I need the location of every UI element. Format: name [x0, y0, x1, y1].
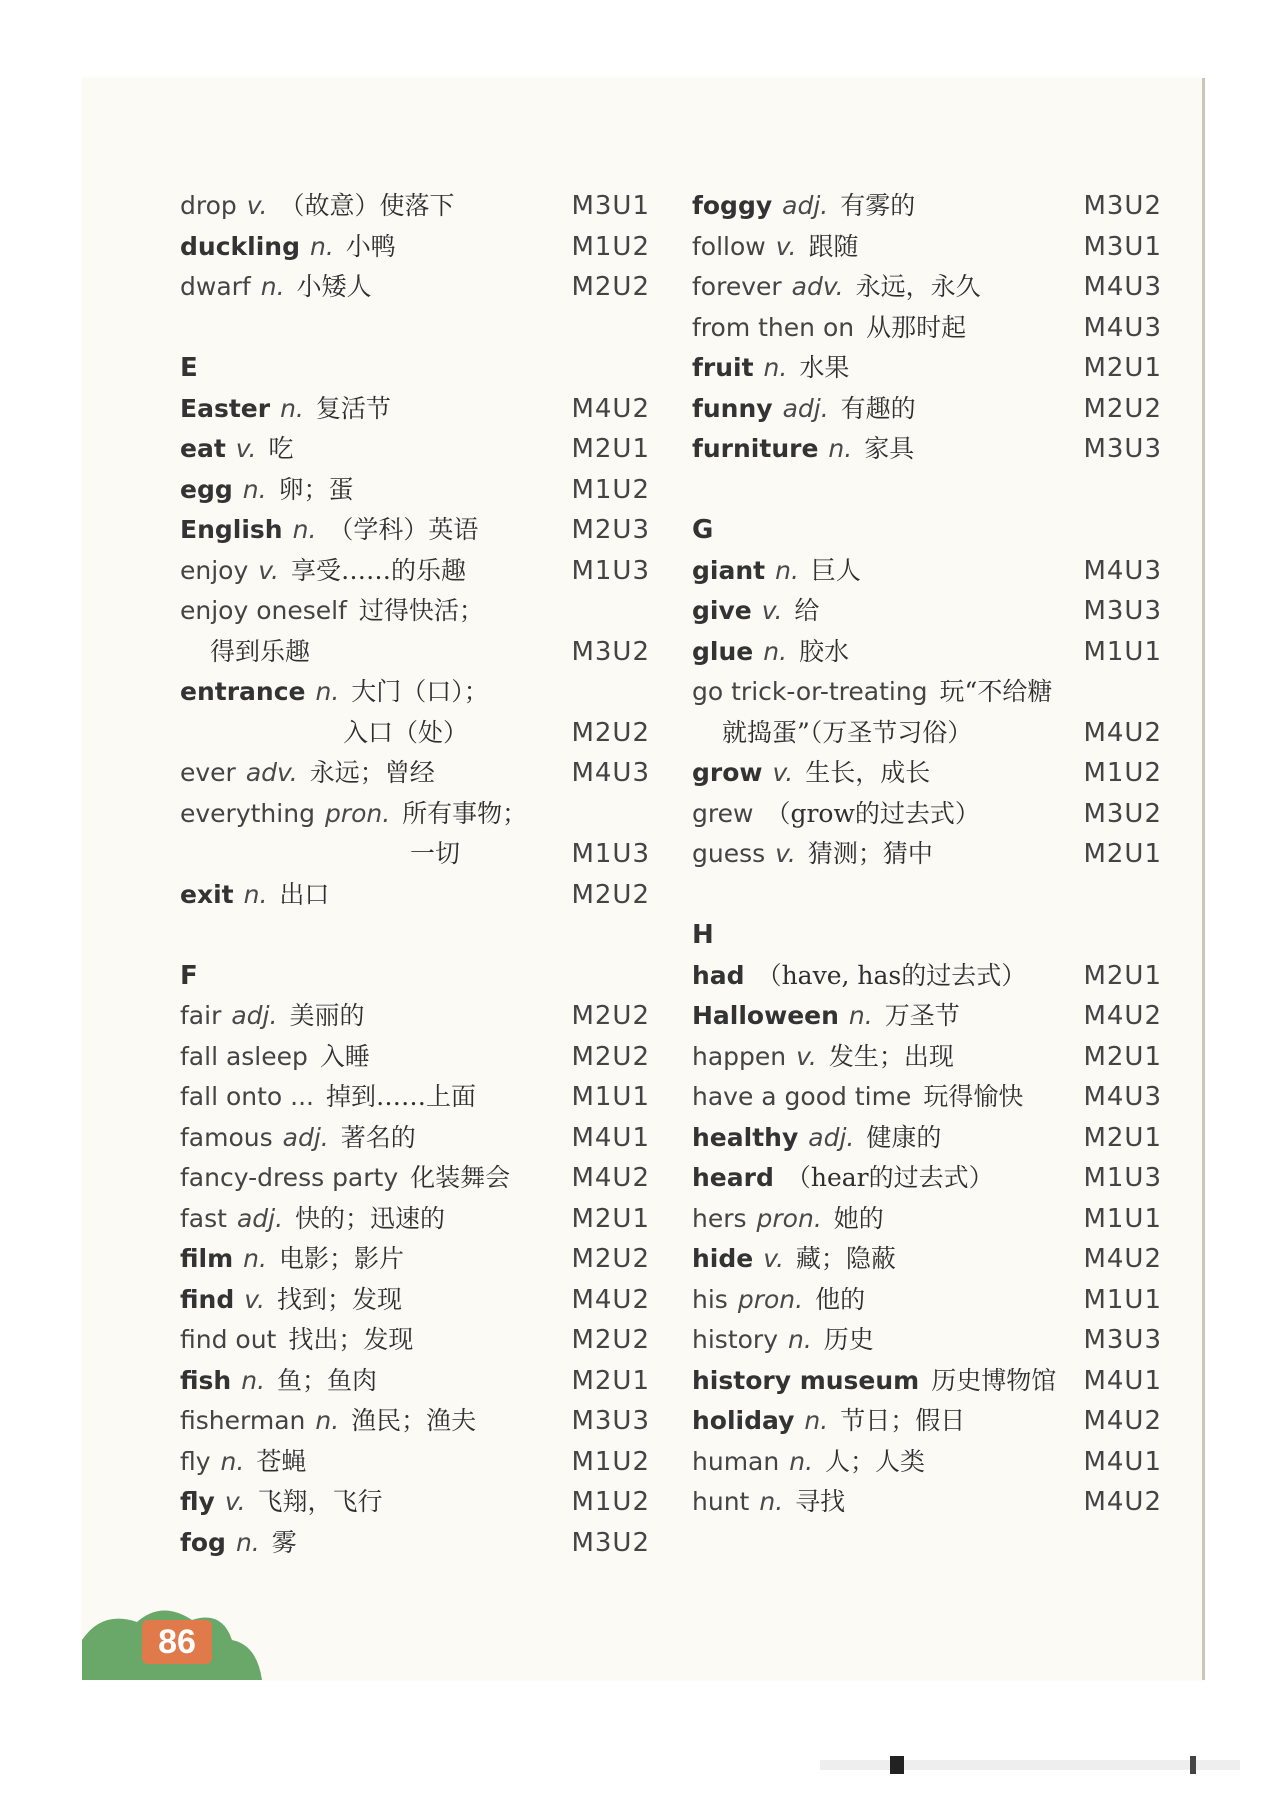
entry-part-of-speech: pron.: [324, 798, 391, 828]
vocab-entry: [180, 1077, 650, 1118]
entry-word: enjoy: [180, 555, 249, 585]
entry-word: everything: [180, 798, 315, 828]
entry-meaning: 人；人类: [825, 1446, 926, 1476]
entry-meaning: （have, has的过去式）: [756, 960, 1027, 990]
vocab-entry: [692, 551, 1162, 592]
vocab-entry: [692, 1401, 1162, 1442]
entry-meaning: （grow的过去式）: [765, 798, 980, 828]
entry-meaning: 历史博物馆: [931, 1365, 1057, 1395]
entry-part-of-speech: n.: [309, 231, 334, 261]
entry-part-of-speech: n.: [788, 1325, 812, 1354]
entry-word: dwarf: [180, 272, 251, 301]
section-gap: [180, 308, 650, 349]
entry-unit-code: M1U1: [1083, 1203, 1162, 1234]
entry-part-of-speech: v.: [224, 1487, 246, 1516]
vocab-entry-continuation: [180, 834, 650, 875]
vocab-entry: [692, 591, 1162, 632]
vocab-entry: [180, 1523, 650, 1564]
vocab-entry: [692, 429, 1162, 470]
entry-meaning: 苍蝇: [256, 1446, 307, 1476]
entry-unit-code: M4U3: [1083, 1082, 1162, 1112]
vocab-entry: [180, 591, 650, 632]
entry-unit-code: M3U1: [1083, 231, 1162, 262]
entry-word: go trick-or-treating: [692, 677, 928, 706]
entry-unit-code: M3U2: [571, 636, 650, 667]
section-letter: H: [692, 920, 714, 950]
entry-meaning: 卵；蛋: [278, 474, 354, 504]
entry-word: fair: [180, 1001, 222, 1030]
entry-meaning: 历史: [823, 1325, 874, 1354]
vocab-entry: [180, 510, 650, 551]
entry-word: famous: [180, 1122, 273, 1152]
entry-meaning: 找出；发现: [288, 1325, 414, 1354]
entry-word: fly: [180, 1446, 211, 1476]
entry-part-of-speech: n.: [220, 1446, 245, 1476]
entry-part-of-speech: n.: [828, 434, 853, 463]
entry-unit-code: M1U3: [1083, 1163, 1162, 1193]
entry-meaning: 玩得愉快: [923, 1082, 1024, 1111]
entry-part-of-speech: n.: [243, 1244, 267, 1273]
entry-part-of-speech: n.: [260, 272, 285, 301]
entry-unit-code: M4U1: [1083, 1446, 1162, 1477]
entry-unit-code: M2U3: [571, 515, 650, 545]
entry-meaning: 他的: [815, 1284, 866, 1314]
entry-part-of-speech: n.: [280, 393, 304, 423]
entry-unit-code: M2U2: [571, 717, 650, 748]
vocab-entry: [180, 1280, 650, 1321]
entry-unit-code: M4U2: [1083, 1001, 1162, 1031]
vocab-entry: [180, 1320, 650, 1361]
entry-unit-code: M1U1: [571, 1082, 650, 1112]
entry-word: furniture: [692, 434, 819, 463]
entry-unit-code: M4U2: [571, 1284, 650, 1315]
vocab-entry: [180, 1442, 650, 1483]
vocab-entry: [180, 470, 650, 511]
entry-meaning: 掉到……上面: [325, 1082, 476, 1111]
entry-part-of-speech: n.: [804, 1406, 829, 1435]
entry-part-of-speech: adv.: [791, 272, 844, 301]
vocab-entry: [180, 672, 650, 713]
entry-word: human: [692, 1446, 780, 1476]
entry-part-of-speech: n.: [775, 555, 799, 585]
entry-unit-code: M2U1: [1083, 960, 1162, 991]
vocab-entry: [180, 267, 650, 308]
entry-part-of-speech: n.: [241, 1365, 266, 1395]
entry-meaning: 小矮人: [296, 272, 372, 301]
entry-meaning: 得到乐趣: [210, 636, 311, 666]
entry-unit-code: M4U1: [571, 1122, 650, 1153]
entry-meaning: 寻找: [795, 1487, 846, 1516]
entry-meaning: 快的；迅速的: [295, 1203, 446, 1233]
vocab-entry: [692, 1239, 1162, 1280]
entry-word: fog: [180, 1527, 226, 1557]
entry-meaning: 出口: [279, 879, 330, 909]
vocab-entry: [692, 308, 1162, 349]
entry-part-of-speech: v.: [246, 191, 268, 220]
entry-unit-code: M4U2: [571, 393, 650, 424]
vocab-entry: [692, 389, 1162, 430]
entry-part-of-speech: n.: [242, 474, 267, 504]
entry-word: healthy: [692, 1122, 799, 1152]
entry-word: fisherman: [180, 1406, 306, 1435]
vocab-entry: [180, 551, 650, 592]
entry-meaning: 巨人: [810, 555, 861, 585]
right-column: [692, 186, 1162, 1523]
entry-word: have a good time: [692, 1082, 912, 1111]
entry-word: enjoy oneself: [180, 596, 347, 625]
section-gap: [692, 470, 1162, 511]
vocab-entry: [692, 956, 1162, 997]
entry-meaning: 永远，永久: [855, 272, 981, 301]
entry-word: hunt: [692, 1487, 750, 1516]
entry-word: Easter: [180, 393, 271, 423]
entry-word: his: [692, 1284, 728, 1314]
entry-word: eat: [180, 434, 226, 463]
entry-meaning: 吃: [268, 434, 294, 463]
entry-unit-code: M3U3: [571, 1406, 650, 1436]
entry-unit-code: M3U3: [1083, 434, 1162, 464]
entry-part-of-speech: adj.: [282, 1122, 329, 1152]
entry-part-of-speech: adj.: [782, 191, 829, 220]
vocab-entry-continuation: [180, 632, 650, 673]
entry-part-of-speech: n.: [763, 353, 788, 382]
entry-unit-code: M2U2: [571, 1244, 650, 1274]
entry-part-of-speech: n.: [315, 677, 340, 706]
entry-unit-code: M2U1: [571, 1203, 650, 1234]
entry-word: find: [180, 1284, 235, 1314]
entry-part-of-speech: v.: [775, 231, 797, 261]
entry-word: glue: [692, 636, 754, 666]
entry-unit-code: M3U1: [571, 191, 650, 221]
entry-meaning: 有趣的: [840, 393, 916, 423]
entry-meaning: 玩“不给糖: [939, 677, 1053, 706]
entry-unit-code: M3U3: [1083, 1325, 1162, 1355]
entry-part-of-speech: adj.: [231, 1001, 278, 1030]
entry-part-of-speech: n.: [292, 515, 317, 544]
vocab-entry: [692, 1118, 1162, 1159]
entry-word: film: [180, 1244, 234, 1273]
entry-word: heard: [692, 1163, 774, 1192]
entry-unit-code: M2U2: [571, 1001, 650, 1031]
entry-meaning: 化装舞会: [410, 1163, 511, 1192]
vocab-entry: [180, 227, 650, 268]
entry-unit-code: M2U2: [571, 1325, 650, 1355]
vocab-entry: [692, 348, 1162, 389]
entry-word: exit: [180, 879, 234, 909]
entry-word: fall asleep: [180, 1041, 308, 1071]
entry-unit-code: M1U1: [1083, 636, 1162, 667]
entry-meaning: 复活节: [315, 393, 391, 423]
vocab-entry: [180, 1239, 650, 1280]
entry-part-of-speech: v.: [772, 758, 794, 787]
section-letter: E: [180, 353, 198, 383]
vocab-entry: [180, 875, 650, 916]
entry-unit-code: M3U2: [1083, 798, 1162, 829]
entry-part-of-speech: v.: [763, 1244, 784, 1273]
entry-part-of-speech: n.: [243, 879, 268, 909]
entry-word: grew: [692, 798, 754, 828]
entry-meaning: 从那时起: [866, 312, 967, 342]
entry-meaning: （故意）使落下: [279, 191, 455, 220]
entry-meaning: 大门（口）；: [351, 677, 489, 706]
entry-meaning: 飞翔，飞行: [257, 1487, 383, 1516]
vocab-entry: [692, 1199, 1162, 1240]
entry-unit-code: M1U2: [571, 1487, 650, 1517]
entry-unit-code: M3U2: [571, 1527, 650, 1558]
entry-word: funny: [692, 393, 773, 423]
entry-word: history: [692, 1325, 778, 1354]
entry-part-of-speech: pron.: [737, 1284, 804, 1314]
entry-unit-code: M4U2: [1083, 717, 1162, 748]
entry-unit-code: M4U2: [1083, 1244, 1162, 1274]
entry-part-of-speech: n.: [789, 1446, 814, 1476]
entry-meaning: （学科）英语: [328, 515, 479, 544]
left-column: [180, 186, 650, 1563]
page-number: 86: [142, 1620, 212, 1664]
entry-meaning: 就捣蛋”（万圣节习俗）: [722, 717, 973, 747]
entry-meaning: 渔民；渔夫: [351, 1406, 477, 1435]
entry-part-of-speech: n.: [235, 1527, 260, 1557]
vocab-entry: [180, 1158, 650, 1199]
vocab-entry: [692, 1320, 1162, 1361]
entry-meaning: 万圣节: [884, 1001, 960, 1030]
vocab-entry: [692, 1442, 1162, 1483]
entry-word: happen: [692, 1041, 787, 1071]
entry-word: fancy-dress party: [180, 1163, 399, 1192]
vocab-entry: [180, 794, 650, 835]
entry-meaning: 过得快活；: [358, 596, 484, 625]
section-letter: G: [692, 515, 714, 545]
vocab-entry: [692, 1158, 1162, 1199]
vocab-entry: [180, 1037, 650, 1078]
entry-unit-code: M2U2: [571, 272, 650, 302]
entry-word: hide: [692, 1244, 754, 1273]
entry-unit-code: M3U3: [1083, 596, 1162, 626]
entry-unit-code: M2U2: [1083, 393, 1162, 424]
entry-meaning: 跟随: [808, 231, 859, 261]
vocab-entry: [692, 834, 1162, 875]
entry-meaning: 家具: [864, 434, 915, 463]
entry-meaning: 享受……的乐趣: [290, 555, 466, 585]
entry-meaning: 节日；假日: [840, 1406, 966, 1435]
entry-meaning: 有雾的: [840, 191, 916, 220]
vocab-entry: [180, 1118, 650, 1159]
entry-meaning: 一切: [410, 839, 461, 868]
vocab-entry: [180, 1361, 650, 1402]
vocab-entry: [180, 1482, 650, 1523]
entry-unit-code: M2U1: [1083, 1122, 1162, 1153]
entry-word: from then on: [692, 312, 855, 342]
entry-word: giant: [692, 555, 766, 585]
entry-unit-code: M1U2: [571, 1446, 650, 1477]
vocab-entry: [692, 794, 1162, 835]
entry-word: egg: [180, 474, 233, 504]
entry-meaning: 电影；影片: [278, 1244, 404, 1273]
entry-part-of-speech: v.: [235, 434, 257, 463]
entry-part-of-speech: n.: [848, 1001, 873, 1030]
vocab-entry: [692, 227, 1162, 268]
entry-meaning: 给: [794, 596, 820, 625]
entry-unit-code: M4U3: [1083, 312, 1162, 343]
entry-word: follow: [692, 231, 766, 261]
entry-meaning: 永远；曾经: [309, 758, 435, 787]
entry-word: find out: [180, 1325, 277, 1354]
vocab-entry: [692, 672, 1162, 713]
entry-word: drop: [180, 191, 237, 220]
entry-word: Halloween: [692, 1001, 839, 1030]
entry-word: fall onto ...: [180, 1082, 314, 1111]
vocab-entry: [180, 1401, 650, 1442]
entry-word: give: [692, 596, 752, 625]
entry-unit-code: M1U2: [1083, 758, 1162, 788]
page-number-area: [82, 1580, 292, 1680]
vocab-entry: [692, 1361, 1162, 1402]
entry-meaning: 胶水: [799, 636, 850, 666]
entry-unit-code: M2U2: [571, 1041, 650, 1072]
vocab-entry: [180, 186, 650, 227]
entry-unit-code: M2U1: [1083, 839, 1162, 869]
vocab-entry: [692, 267, 1162, 308]
entry-unit-code: M2U1: [1083, 353, 1162, 383]
entry-meaning: （hear的过去式）: [785, 1163, 994, 1192]
entry-meaning: 美丽的: [289, 1001, 365, 1030]
entry-part-of-speech: v.: [258, 555, 279, 585]
entry-unit-code: M2U1: [571, 1365, 650, 1396]
entry-word: grow: [692, 758, 763, 787]
entry-unit-code: M1U2: [571, 474, 650, 505]
entry-meaning: 找到；发现: [276, 1284, 402, 1314]
entry-part-of-speech: n.: [315, 1406, 340, 1435]
entry-word: guess: [692, 839, 766, 868]
entry-unit-code: M2U2: [571, 879, 650, 910]
entry-unit-code: M4U2: [1083, 1487, 1162, 1517]
entry-unit-code: M4U3: [1083, 555, 1162, 586]
entry-part-of-speech: adj.: [236, 1203, 284, 1233]
entry-meaning: 水果: [799, 353, 850, 382]
vocab-entry: [692, 1482, 1162, 1523]
entry-unit-code: M4U3: [1083, 272, 1162, 302]
entry-unit-code: M3U2: [1083, 191, 1162, 221]
vocab-entry: [692, 1077, 1162, 1118]
entry-meaning: 她的: [833, 1203, 884, 1233]
vocab-entry: [180, 429, 650, 470]
entry-unit-code: M1U3: [571, 555, 650, 586]
vocab-entry: [180, 1199, 650, 1240]
entry-word: foggy: [692, 191, 773, 220]
entry-unit-code: M4U2: [1083, 1406, 1162, 1436]
entry-part-of-speech: adj.: [808, 1122, 855, 1152]
section-gap: [692, 875, 1162, 916]
entry-word: had: [692, 960, 745, 990]
entry-word: duckling: [180, 231, 300, 261]
entry-unit-code: M1U3: [571, 839, 650, 869]
vocab-entry: [692, 1280, 1162, 1321]
vocab-entry-continuation: [180, 713, 650, 754]
vocab-entry: [692, 996, 1162, 1037]
entry-unit-code: M4U1: [1083, 1365, 1162, 1396]
entry-word: hers: [692, 1203, 747, 1233]
vocab-entry-continuation: [692, 713, 1162, 754]
entry-meaning: 发生；出现: [828, 1041, 954, 1071]
entry-part-of-speech: pron.: [756, 1203, 822, 1233]
vocab-entry: [180, 996, 650, 1037]
entry-meaning: 猜测；猜中: [807, 839, 933, 868]
entry-meaning: 藏；隐蔽: [795, 1244, 896, 1273]
vocab-entry: [180, 753, 650, 794]
entry-word: forever: [692, 272, 782, 301]
section-gap: [180, 915, 650, 956]
entry-unit-code: M2U1: [571, 434, 650, 464]
entry-word: English: [180, 515, 283, 544]
vocab-entry: [692, 753, 1162, 794]
entry-meaning: 小鸭: [345, 231, 396, 261]
entry-meaning: 雾: [271, 1527, 297, 1557]
entry-meaning: 健康的: [866, 1122, 942, 1152]
entry-part-of-speech: adv.: [245, 758, 298, 787]
entry-word: fast: [180, 1203, 227, 1233]
entry-part-of-speech: v.: [761, 596, 783, 625]
entry-unit-code: M2U1: [1083, 1041, 1162, 1072]
entry-meaning: 入睡: [319, 1041, 370, 1071]
entry-word: holiday: [692, 1406, 795, 1435]
entry-meaning: 所有事物；: [402, 798, 528, 828]
entry-meaning: 生长，成长: [805, 758, 931, 787]
entry-word: fish: [180, 1365, 232, 1395]
entry-part-of-speech: n.: [763, 636, 788, 666]
entry-word: entrance: [180, 677, 306, 706]
vocab-entry: [692, 1037, 1162, 1078]
vocab-entry: [180, 389, 650, 430]
entry-meaning: 鱼；鱼肉: [277, 1365, 378, 1395]
entry-part-of-speech: adj.: [782, 393, 829, 423]
entry-part-of-speech: v.: [796, 1041, 817, 1071]
entry-word: history museum: [692, 1365, 920, 1395]
entry-word: fly: [180, 1487, 215, 1516]
entry-unit-code: M1U2: [571, 231, 650, 262]
entry-unit-code: M1U1: [1083, 1284, 1162, 1315]
entry-part-of-speech: n.: [759, 1487, 784, 1516]
entry-part-of-speech: v.: [244, 1284, 265, 1314]
scrollbar-track[interactable]: [820, 1752, 1240, 1778]
entry-unit-code: M4U2: [571, 1163, 650, 1193]
entry-word: ever: [180, 758, 236, 787]
entry-meaning: 入口（处）: [343, 717, 469, 747]
vocab-entry: [692, 186, 1162, 227]
entry-word: fruit: [692, 353, 754, 382]
section-letter: F: [180, 960, 198, 991]
entry-meaning: 著名的: [340, 1122, 416, 1152]
vocab-entry: [692, 632, 1162, 673]
entry-unit-code: M4U3: [571, 758, 650, 788]
entry-part-of-speech: v.: [775, 839, 796, 868]
